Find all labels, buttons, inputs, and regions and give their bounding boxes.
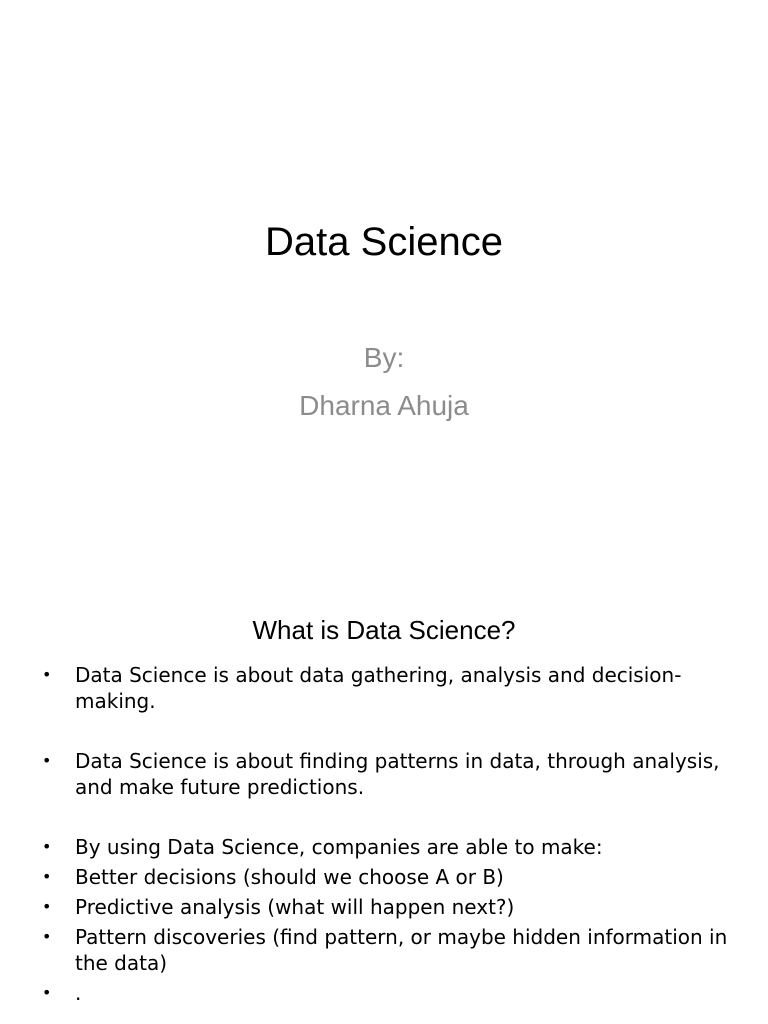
bullet-icon: •	[42, 665, 52, 684]
bullet-item	[40, 748, 740, 800]
bullet-text: Data Science is about data gathering, analysis and decision-making.	[75, 663, 682, 713]
bullet-text: Data Science is about finding patterns in data, through analysis, and make future predictions.	[75, 749, 720, 799]
subtitle-by-label: By:	[363, 342, 405, 373]
bullet-icon: •	[42, 897, 52, 916]
slide-subtitle	[0, 334, 768, 430]
bullet-icon: •	[42, 837, 52, 856]
bullet-item	[40, 864, 740, 890]
subtitle-author-name: Dharna Ahuja	[299, 390, 469, 421]
bullet-item	[40, 924, 740, 976]
bullet-icon: •	[42, 867, 52, 886]
bullet-item	[40, 894, 740, 920]
bullet-text: Predictive analysis (what will happen next?)	[75, 895, 515, 919]
bullet-text: Pattern discoveries (find pattern, or maybe hidden information in the data)	[75, 925, 728, 975]
bullet-text: .	[75, 981, 82, 1005]
bullet-item	[40, 834, 740, 860]
bullet-text: Better decisions (should we choose A or B)	[75, 865, 504, 889]
bullet-icon: •	[42, 751, 52, 770]
section-title: What is Data Science?	[252, 615, 516, 645]
bullet-list	[40, 662, 740, 1006]
bullet-icon: •	[42, 927, 52, 946]
bullet-text: By using Data Science, companies are able to make:	[75, 835, 603, 859]
bullet-item	[40, 980, 740, 1006]
bullet-icon: •	[42, 983, 52, 1002]
slide-title: Data Science	[265, 220, 503, 264]
bullet-item	[40, 662, 740, 714]
